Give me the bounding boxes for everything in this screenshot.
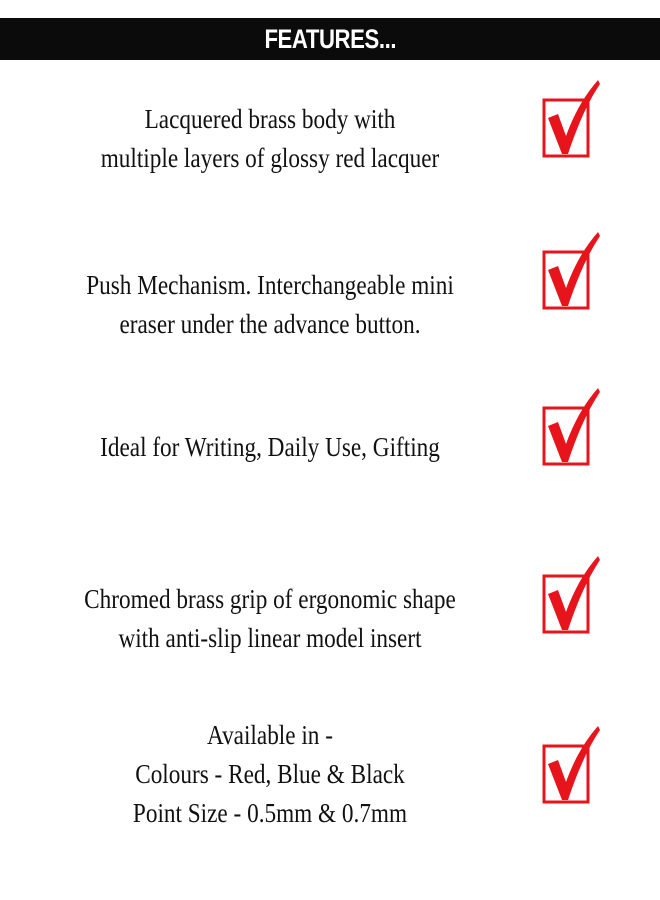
checkbox-check-icon (540, 386, 602, 476)
feature-line: Available in - (207, 720, 333, 750)
feature-text (72, 100, 468, 178)
feature-line: with anti-slip linear model insert (118, 623, 422, 653)
feature-line: Point Size - 0.5mm & 0.7mm (132, 798, 408, 828)
feature-line: Ideal for Writing, Daily Use, Gifting (100, 432, 440, 462)
feature-line: Push Mechanism. Interchangeable mini (86, 270, 454, 300)
checkbox-check-icon (540, 554, 602, 644)
feature-line: eraser under the advance button. (119, 309, 421, 339)
features-title: FEATURES... (264, 23, 396, 54)
checkbox-check-icon (540, 78, 602, 168)
feature-text (72, 428, 468, 467)
feature-line: Chromed brass grip of ergonomic shape (84, 584, 456, 614)
feature-line: Colours - Red, Blue & Black (135, 759, 405, 789)
feature-text (72, 266, 468, 344)
feature-line: multiple layers of glossy red lacquer (100, 143, 440, 173)
feature-line: Lacquered brass body with (144, 104, 396, 134)
feature-text (72, 716, 468, 833)
feature-text (72, 580, 468, 658)
features-header-bar (0, 18, 660, 60)
checkbox-check-icon (540, 230, 602, 320)
checkbox-check-icon (540, 724, 602, 814)
